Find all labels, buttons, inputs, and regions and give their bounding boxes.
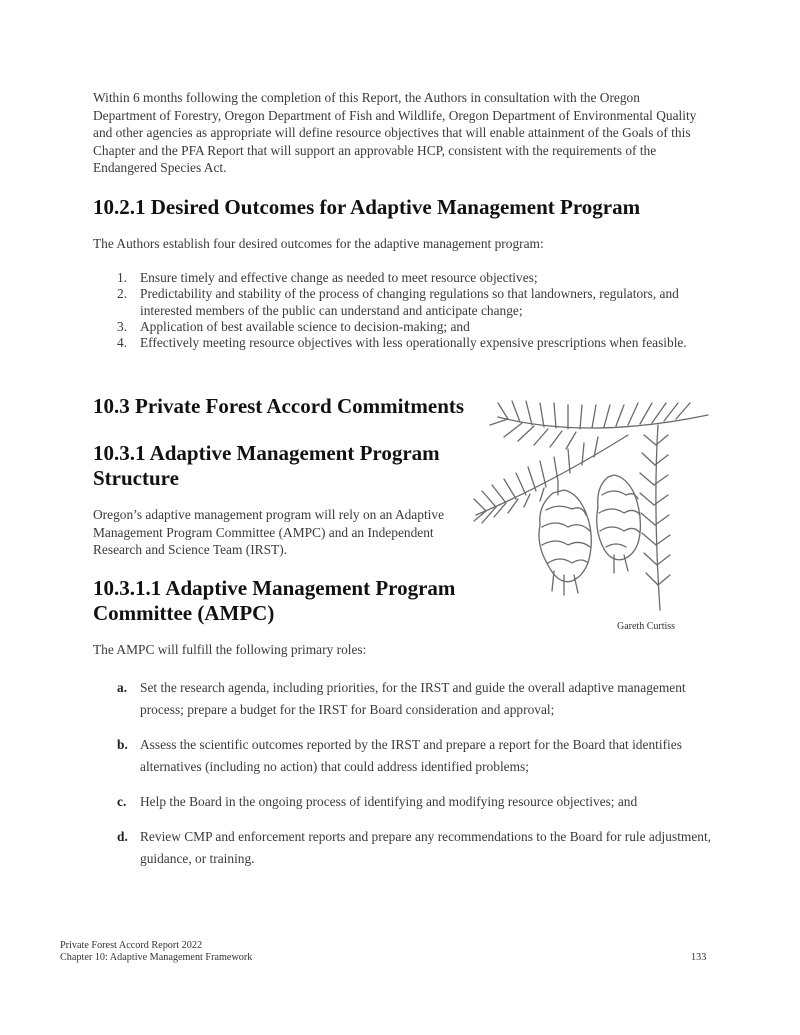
outcome-text: Effectively meeting resource objectives with less operationally expensive prescriptions when feasible. [140, 335, 687, 351]
list-letter: a. [117, 680, 128, 695]
role-item [93, 791, 713, 813]
footer-report-title: Private Forest Accord Report 2022 [60, 940, 203, 951]
list-number: 4. [117, 335, 128, 351]
outcome-text: Ensure timely and effective change as needed to meet resource objectives; [140, 270, 538, 285]
heading-10-2-1: 10.2.1 Desired Outcomes for Adaptive Management Program [93, 195, 641, 219]
outcome-item [93, 335, 713, 351]
footer-chapter-title: Chapter 10: Adaptive Management Framework [60, 952, 253, 963]
heading-10-3: 10.3 Private Forest Accord Commitments [93, 394, 465, 418]
list-letter: c. [117, 794, 127, 809]
structure-paragraph: Oregon’s adaptive management program will rely on an Adaptive Management Program Committee (AMPC) and an Independent Research and Science Team (IRST). [93, 507, 445, 557]
role-item [93, 734, 713, 778]
outcome-item [93, 319, 713, 335]
role-item [93, 826, 713, 870]
heading-line: Structure [93, 466, 179, 490]
outcomes-list [93, 270, 713, 351]
heading-10-3-1 [93, 441, 473, 491]
heading-10-3-1-1 [93, 576, 473, 626]
intro-paragraph: Within 6 months following the completion of this Report, the Authors in consultation with the Oregon Department of Forestry, Oregon Department of Fish and Wildlife, Oregon Department of Environmental Quality and other agencies as appropriate will define resource objectives that will enable attainment of the Goals of this Chapter and the PFA Report that will support an approvable HCP, consistent with the requirements of the Endangered Species Act. [93, 90, 697, 175]
outcome-item [93, 270, 713, 286]
heading-line: 10.3.1.1 Adaptive Management Program [93, 576, 456, 600]
outcomes-intro: The Authors establish four desired outcomes for the adaptive management program: [93, 236, 544, 251]
role-text: Review CMP and enforcement reports and prepare any recommendations to the Board for rule adjustment, guidance, or training. [140, 829, 712, 866]
outcome-item [93, 286, 713, 319]
roles-intro: The AMPC will fulfill the following primary roles: [93, 642, 367, 657]
list-letter: b. [117, 737, 128, 752]
outcome-text: Predictability and stability of the process of changing regulations so that landowners, regulators, and interested members of the public can understand and anticipate change; [140, 286, 679, 318]
list-number: 1. [117, 270, 128, 285]
outcome-text: Application of best available science to decision-making; and [140, 318, 470, 334]
conifer-branch-illustration [468, 395, 713, 615]
roles-list [93, 677, 713, 883]
list-letter: d. [117, 829, 128, 844]
page-number: 133 [691, 952, 707, 963]
heading-line: 10.3.1 Adaptive Management Program [93, 441, 440, 465]
role-text: Help the Board in the ongoing process of identifying and modifying resource objectives; and [140, 794, 638, 809]
list-number: 2. [117, 286, 128, 302]
figure-caption: Gareth Curtiss [617, 621, 676, 632]
role-text: Set the research agenda, including priorities, for the IRST and guide the overall adaptive management process; prepare a budget for the IRST for Board consideration and approval; [140, 680, 686, 717]
role-text: Assess the scientific outcomes reported by the IRST and prepare a report for the Board that identifies alternatives (including no action) that could address identified problems; [140, 737, 682, 774]
page-footer [60, 940, 252, 964]
role-item [93, 677, 713, 721]
list-number: 3. [117, 318, 128, 334]
heading-line: Committee (AMPC) [93, 601, 275, 625]
